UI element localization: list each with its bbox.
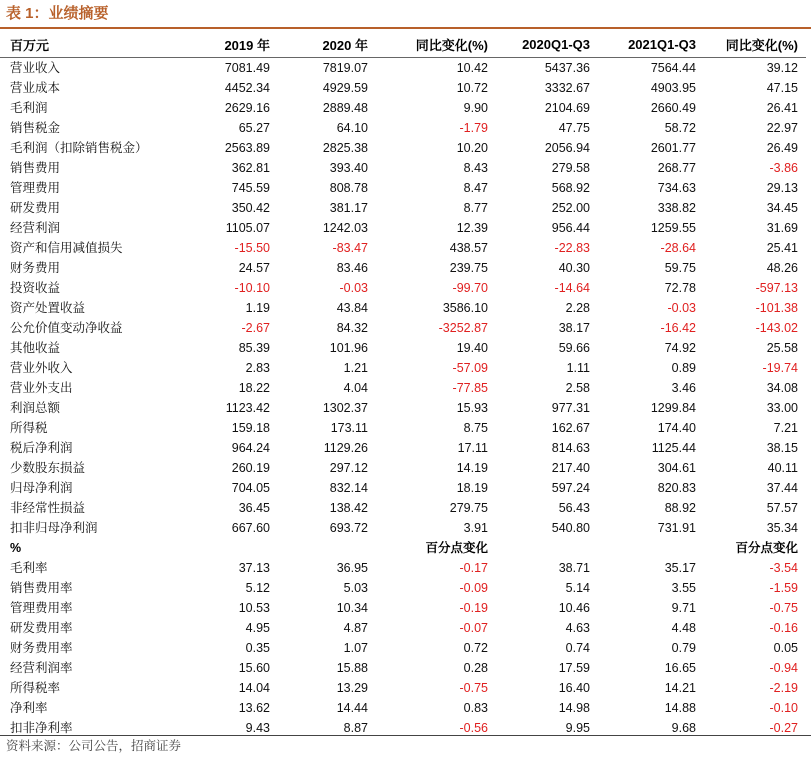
header-cell: 2020Q1-Q3 <box>496 31 598 58</box>
table-cell: 58.72 <box>664 121 696 135</box>
table-cell: 15.60 <box>238 661 270 675</box>
table-cell: 1242.03 <box>322 221 368 235</box>
table-cell: 0.89 <box>671 361 696 375</box>
header-cell: 同比变化(%) <box>704 31 806 58</box>
table-cell: 10.20 <box>456 141 488 155</box>
row-label: 营业外收入 <box>10 361 73 375</box>
table-cell: 814.63 <box>551 441 590 455</box>
table-cell: 1125.44 <box>651 441 696 455</box>
table-cell: 745.59 <box>231 181 270 195</box>
table-cell: 36.95 <box>336 561 368 575</box>
table-cell: 1129.26 <box>323 441 368 455</box>
table-cell: -0.27 <box>769 721 798 735</box>
table-cell: 25.41 <box>766 241 798 255</box>
table-cell: 15.88 <box>336 661 368 675</box>
table-cell <box>496 538 598 558</box>
table-cell: 40.30 <box>558 261 590 275</box>
table-cell: 9.90 <box>463 101 488 115</box>
table-cell: 731.91 <box>657 521 696 535</box>
table-cell: 38.71 <box>558 561 590 575</box>
table-cell: 14.44 <box>336 701 368 715</box>
table-cell: 12.39 <box>456 221 488 235</box>
table-cell: -57.09 <box>452 361 488 375</box>
header-cell: 2019 年 <box>170 31 278 58</box>
table-cell: 9.43 <box>245 721 270 735</box>
table-cell: 17.11 <box>457 441 488 455</box>
table-cell: 0.05 <box>773 641 798 655</box>
table-cell: 35.34 <box>766 521 798 535</box>
table-cell: 26.41 <box>766 101 798 115</box>
table-cell: 72.78 <box>664 281 696 295</box>
row-label: 销售税金 <box>10 121 61 135</box>
row-label: 管理费用率 <box>10 601 73 615</box>
table-cell: 10.72 <box>456 81 488 95</box>
table-cell: 704.05 <box>231 481 270 495</box>
table-row <box>0 698 806 718</box>
table-cell: 16.65 <box>664 661 696 675</box>
table-cell: 540.80 <box>551 521 590 535</box>
table-cell: -14.64 <box>554 281 590 295</box>
table-cell: -597.13 <box>755 281 798 295</box>
table-cell: 8.75 <box>463 421 488 435</box>
table-row <box>0 518 806 538</box>
table-row <box>0 138 806 158</box>
table-cell: 832.14 <box>329 481 368 495</box>
table-cell: 597.24 <box>551 481 590 495</box>
table-cell: 667.60 <box>231 521 270 535</box>
row-label: 毛利率 <box>10 561 48 575</box>
table-cell: -0.75 <box>459 681 488 695</box>
table-cell: 36.45 <box>238 501 270 515</box>
table-cell: 568.92 <box>551 181 590 195</box>
table-cell: 2889.48 <box>322 101 368 115</box>
table-cell: 57.57 <box>766 501 798 515</box>
row-label: 营业收入 <box>10 61 61 75</box>
table-cell: 4.04 <box>343 381 368 395</box>
table-cell: 977.31 <box>551 401 590 415</box>
table-cell: 3.91 <box>463 521 488 535</box>
table-cell <box>598 538 704 558</box>
row-label: 利润总额 <box>10 401 61 415</box>
table-cell: 2.58 <box>565 381 590 395</box>
table-row <box>0 398 806 418</box>
table-row <box>0 458 806 478</box>
table-cell: 4.63 <box>565 621 590 635</box>
row-label: 非经常性损益 <box>10 501 86 515</box>
row-label: 销售费用率 <box>10 581 73 595</box>
table-cell: 1.19 <box>245 301 270 315</box>
table-cell: 2660.49 <box>650 101 696 115</box>
row-label: 资产处置收益 <box>10 301 86 315</box>
row-label: 扣非净利率 <box>10 721 73 735</box>
table-cell: 64.10 <box>336 121 368 135</box>
header-cell: 百万元 <box>0 31 170 58</box>
header-cell: 2021Q1-Q3 <box>598 31 704 58</box>
table-cell: 47.15 <box>766 81 798 95</box>
table-cell: 17.59 <box>558 661 590 675</box>
table-cell: -1.79 <box>459 121 488 135</box>
table-cell: 0.74 <box>565 641 590 655</box>
table-header-row <box>0 31 806 58</box>
row-label: 资产和信用减值损失 <box>10 241 123 255</box>
table-cell: -0.09 <box>459 581 488 595</box>
table-row <box>0 558 806 578</box>
row-label: 所得税 <box>10 421 48 435</box>
row-label: 净利率 <box>10 701 48 715</box>
table-cell: 174.40 <box>657 421 696 435</box>
table-cell: 65.27 <box>238 121 270 135</box>
table-row <box>0 378 806 398</box>
row-label: 研发费用 <box>10 201 61 215</box>
row-label: 经营利润 <box>10 221 61 235</box>
table-cell: -10.10 <box>234 281 270 295</box>
row-label: 其他收益 <box>10 341 61 355</box>
table-cell: 14.19 <box>456 461 488 475</box>
table-cell: 1105.07 <box>225 221 270 235</box>
table-cell: 1123.42 <box>225 401 270 415</box>
table-cell: -2.19 <box>769 681 798 695</box>
table-cell: -28.64 <box>660 241 696 255</box>
table-cell: 8.77 <box>463 201 488 215</box>
row-label: 归母净利润 <box>10 481 73 495</box>
table-cell: 88.92 <box>664 501 696 515</box>
pct-header-row <box>0 538 806 558</box>
table-cell: -99.70 <box>452 281 488 295</box>
table-cell: 159.18 <box>231 421 270 435</box>
table-cell: 260.19 <box>231 461 270 475</box>
table-cell: -0.16 <box>769 621 798 635</box>
table-row <box>0 598 806 618</box>
table-row <box>0 578 806 598</box>
table-cell: 2.83 <box>245 361 270 375</box>
table-cell: 24.57 <box>238 261 270 275</box>
table-cell: 3.55 <box>671 581 696 595</box>
table-cell: -0.07 <box>459 621 488 635</box>
table-row <box>0 158 806 178</box>
table-cell: 3.46 <box>671 381 696 395</box>
table-cell: 40.11 <box>767 461 798 475</box>
table-cell: 8.47 <box>463 181 488 195</box>
table-row <box>0 338 806 358</box>
table-cell: 13.29 <box>336 681 368 695</box>
table-body <box>0 58 806 539</box>
bottom-divider <box>0 735 811 736</box>
table-cell <box>170 538 278 558</box>
table-cell: 14.21 <box>664 681 696 695</box>
table-row <box>0 678 806 698</box>
table-cell: 138.42 <box>329 501 368 515</box>
table-cell: 47.75 <box>558 121 590 135</box>
table-cell: 0.79 <box>671 641 696 655</box>
table-cell: 13.62 <box>238 701 270 715</box>
row-label: 经营利润率 <box>10 661 73 675</box>
table-cell: 59.75 <box>664 261 696 275</box>
table-cell: 31.69 <box>766 221 798 235</box>
table-row <box>0 418 806 438</box>
table-cell: 2056.94 <box>544 141 590 155</box>
table-cell: 百分点变化 <box>425 541 488 555</box>
table-row <box>0 478 806 498</box>
table-cell: -3252.87 <box>438 321 488 335</box>
table-cell: 25.58 <box>766 341 798 355</box>
table-cell: 4452.34 <box>224 81 270 95</box>
row-label: 毛利润 <box>10 101 48 115</box>
table-cell: 4.95 <box>245 621 270 635</box>
table-cell: 297.12 <box>329 461 368 475</box>
pct-section-header <box>0 538 806 558</box>
table-cell: 734.63 <box>657 181 696 195</box>
table-cell: 956.44 <box>551 221 590 235</box>
table-cell: 29.13 <box>766 181 798 195</box>
table-cell: 362.81 <box>231 161 270 175</box>
table-cell: 8.87 <box>343 721 368 735</box>
table-cell: -0.56 <box>459 721 488 735</box>
table-cell: -15.50 <box>234 241 270 255</box>
table-cell: -1.59 <box>769 581 798 595</box>
table-cell: 820.83 <box>657 481 696 495</box>
table-row <box>0 658 806 678</box>
table-cell: 百分点变化 <box>735 541 798 555</box>
table-cell: 43.84 <box>336 301 368 315</box>
row-label: 销售费用 <box>10 161 61 175</box>
row-label: 毛利润（扣除销售税金） <box>10 141 148 155</box>
row-label: 财务费用率 <box>10 641 73 655</box>
table-cell: 252.00 <box>551 201 590 215</box>
table-cell: 5.12 <box>245 581 270 595</box>
table-cell <box>278 538 376 558</box>
row-label: 管理费用 <box>10 181 61 195</box>
table-cell: 10.46 <box>558 601 590 615</box>
table-cell: 4903.95 <box>650 81 696 95</box>
table-cell: 3332.67 <box>544 81 590 95</box>
table-cell: 35.17 <box>664 561 696 575</box>
table-cell: 4.48 <box>671 621 696 635</box>
table-cell: -0.75 <box>769 601 798 615</box>
table-cell: 14.98 <box>558 701 590 715</box>
table-cell: 2825.38 <box>322 141 368 155</box>
table-cell: -83.47 <box>332 241 368 255</box>
table-cell: 808.78 <box>329 181 368 195</box>
table-cell: 1299.84 <box>650 401 696 415</box>
table-row <box>0 638 806 658</box>
table-cell: 19.40 <box>456 341 488 355</box>
table-cell: -143.02 <box>755 321 798 335</box>
table-cell: -3.86 <box>769 161 798 175</box>
table-cell: -101.38 <box>755 301 798 315</box>
table-row <box>0 298 806 318</box>
table-cell: 83.46 <box>336 261 368 275</box>
performance-summary-table <box>0 31 806 738</box>
table-cell: 5437.36 <box>544 61 590 75</box>
table-cell: 393.40 <box>329 161 368 175</box>
table-cell: 59.66 <box>558 341 590 355</box>
table-cell: 85.39 <box>238 341 270 355</box>
table-row <box>0 178 806 198</box>
table-cell: 1.21 <box>343 361 368 375</box>
table-cell: -0.03 <box>667 301 696 315</box>
table-row <box>0 58 806 79</box>
table-cell: -19.74 <box>762 361 798 375</box>
table-cell: 5.03 <box>343 581 368 595</box>
table-cell: 217.40 <box>551 461 590 475</box>
table-cell: -22.83 <box>554 241 590 255</box>
table-cell: 56.43 <box>558 501 590 515</box>
table-cell: 279.58 <box>551 161 590 175</box>
table-cell: -0.19 <box>459 601 488 615</box>
table-row <box>0 238 806 258</box>
table-cell: 173.11 <box>330 421 368 435</box>
table-cell: 693.72 <box>329 521 368 535</box>
row-label: 财务费用 <box>10 261 61 275</box>
table-row <box>0 498 806 518</box>
table-cell: 0.83 <box>463 701 488 715</box>
table-cell: 2104.69 <box>544 101 590 115</box>
table-cell: 34.08 <box>766 381 798 395</box>
table-cell: 22.97 <box>766 121 798 135</box>
table-cell: 26.49 <box>766 141 798 155</box>
table-cell: 9.95 <box>565 721 590 735</box>
table-row <box>0 318 806 338</box>
table-cell: 101.96 <box>329 341 368 355</box>
table-cell: 39.12 <box>766 61 798 75</box>
table-cell: 0.35 <box>245 641 270 655</box>
table-cell: 10.34 <box>336 601 368 615</box>
table-row <box>0 98 806 118</box>
table-row <box>0 618 806 638</box>
table-cell: 3586.10 <box>442 301 488 315</box>
row-label: 少数股东损益 <box>10 461 86 475</box>
table-cell: 74.92 <box>664 341 696 355</box>
table-cell: 38.17 <box>558 321 590 335</box>
table-cell: 0.28 <box>463 661 488 675</box>
table-cell: 7819.07 <box>322 61 368 75</box>
table-cell: 2.28 <box>565 301 590 315</box>
table-cell: 1.11 <box>566 361 590 375</box>
table-cell: -77.85 <box>452 381 488 395</box>
row-label: 扣非归母净利润 <box>10 521 98 535</box>
table-cell: 7081.49 <box>224 61 270 75</box>
table-cell: 9.71 <box>671 601 696 615</box>
table-cell: 381.17 <box>329 201 368 215</box>
table-cell: 239.75 <box>449 261 488 275</box>
table-cell: -0.17 <box>459 561 488 575</box>
table-row <box>0 438 806 458</box>
table-cell: 37.44 <box>766 481 798 495</box>
row-label: 营业成本 <box>10 81 61 95</box>
table-row <box>0 358 806 378</box>
table-cell: 268.77 <box>657 161 696 175</box>
table-cell: 38.15 <box>766 441 798 455</box>
table-cell: 10.53 <box>238 601 270 615</box>
table-cell: 18.19 <box>456 481 488 495</box>
table-cell: 350.42 <box>231 201 270 215</box>
row-label: 公允价值变动净收益 <box>10 321 123 335</box>
table-cell: 48.26 <box>766 261 798 275</box>
table-cell: 2601.77 <box>650 141 696 155</box>
table-cell: 33.00 <box>766 401 798 415</box>
table-row <box>0 198 806 218</box>
row-label: 投资收益 <box>10 281 61 295</box>
table-cell: 18.22 <box>238 381 270 395</box>
row-label: 营业外支出 <box>10 381 73 395</box>
table-cell: 964.24 <box>231 441 270 455</box>
table-cell: 2563.89 <box>224 141 270 155</box>
table-cell: 1.07 <box>343 641 368 655</box>
table-cell: 438.57 <box>449 241 488 255</box>
table-cell: 16.40 <box>558 681 590 695</box>
table-cell: 9.68 <box>671 721 696 735</box>
table-row <box>0 278 806 298</box>
table-cell: 15.93 <box>456 401 488 415</box>
table-cell: 14.04 <box>238 681 270 695</box>
table-cell: 162.67 <box>551 421 590 435</box>
table-cell: -3.54 <box>769 561 798 575</box>
table-cell: -0.03 <box>339 281 368 295</box>
table-cell: 37.13 <box>238 561 270 575</box>
header-cell: 2020 年 <box>278 31 376 58</box>
table-cell: 7564.44 <box>650 61 696 75</box>
pct-section-label: % <box>10 541 22 555</box>
table-cell: 279.75 <box>449 501 488 515</box>
row-label: 税后净利润 <box>10 441 73 455</box>
table-row <box>0 78 806 98</box>
title-divider <box>0 27 811 29</box>
header-cell: 同比变化(%) <box>376 31 496 58</box>
table-row <box>0 258 806 278</box>
row-label: 研发费用率 <box>10 621 73 635</box>
table-cell: 8.43 <box>463 161 488 175</box>
table-cell: -0.10 <box>769 701 798 715</box>
table-row <box>0 218 806 238</box>
table-row <box>0 118 806 138</box>
table-cell: 1302.37 <box>322 401 368 415</box>
table-cell: 338.82 <box>657 201 696 215</box>
table-cell: -2.67 <box>241 321 270 335</box>
table-cell: 14.88 <box>664 701 696 715</box>
table-cell: 1259.55 <box>650 221 696 235</box>
table-cell: -16.42 <box>660 321 696 335</box>
table-title: 表 1：业绩摘要 <box>6 5 109 22</box>
table-cell: 2629.16 <box>224 101 270 115</box>
table-cell: 4929.59 <box>322 81 368 95</box>
table-cell: 7.21 <box>773 421 798 435</box>
table-cell: 10.42 <box>456 61 488 75</box>
table-cell: 304.61 <box>657 461 696 475</box>
row-label: 所得税率 <box>10 681 61 695</box>
table-cell: 34.45 <box>766 201 798 215</box>
table-cell: 5.14 <box>565 581 590 595</box>
table-cell: -0.94 <box>769 661 798 675</box>
table-cell: 4.87 <box>343 621 368 635</box>
pct-section-body <box>0 558 806 738</box>
table-cell: 0.72 <box>463 641 488 655</box>
table-cell: 84.32 <box>336 321 368 335</box>
source-note: 资料来源：公司公告，招商证券 <box>6 739 182 753</box>
